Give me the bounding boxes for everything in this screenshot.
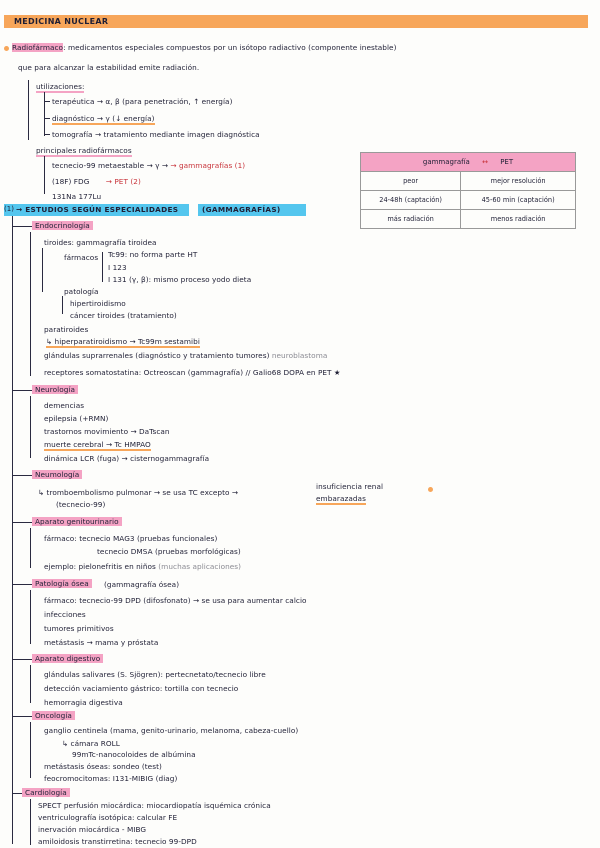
estudios-tag: (GAMMAGRAFÍAS) <box>202 205 281 214</box>
cardio-item: amiloidosis transtirretina: tecnecio 99-DPD <box>38 837 197 846</box>
osea-label: Patología ósea <box>32 579 92 588</box>
tree-line <box>30 528 31 568</box>
glandulas-text: glándulas suprarrenales (diagnóstico y tratamiento tumores) <box>44 351 270 360</box>
comparison-row <box>361 172 576 191</box>
comparison-row <box>361 191 576 210</box>
metastasis-line: metástasis óseas: sondeo (test) <box>44 762 162 771</box>
comparison-cell: 45-60 min (captación) <box>461 191 576 210</box>
osea-item: fármaco: tecnecio-99 DPD (difosfonato) → se usa para aumentar calcio <box>44 596 307 605</box>
util-item-3: tomografía → tratamiento mediante imagen diagnóstica <box>52 130 260 139</box>
intro-text-1: : medicamentos especiales compuestos por un isótopo radiactivo (componente inestable) <box>63 43 397 52</box>
genito-farmaco-2: tecnecio DMSA (pruebas morfológicas) <box>97 547 241 556</box>
neumologia-sub: (tecnecio-99) <box>56 500 106 509</box>
cardio-item: SPECT perfusión miocárdica: miocardiopatía isquémica crónica <box>38 801 271 810</box>
comparison-row <box>361 210 576 229</box>
digestivo-item: glándulas salivares (S. Sjögren): pertecnetato/tecnecio libre <box>44 670 266 679</box>
comparison-table <box>360 152 576 229</box>
comparison-cell: menos radiación <box>461 210 576 229</box>
comparison-arrow: ↔ <box>482 158 488 166</box>
digestivo-item: detección vaciamiento gástrico: tortilla con tecnecio <box>44 684 239 693</box>
principal-item-2-text: (18F) FDG <box>52 177 90 186</box>
cardio-item: ventriculografía isotópica: calcular FE <box>38 813 178 822</box>
utilizaciones-label: utilizaciones: <box>36 82 85 91</box>
tree-branch <box>44 101 50 102</box>
neuro-item: epilepsia (+RMN) <box>44 414 109 423</box>
tree-line <box>102 252 103 282</box>
farmaco-item: I 123 <box>108 263 127 272</box>
intro-line-2: que para alcanzar la estabilidad emite radiación. <box>18 63 200 72</box>
exception-item: insuficiencia renal <box>316 482 384 491</box>
estudios-num: 1 <box>6 205 12 213</box>
ganglio-item: 99mTc-nanocoloides de albúmina <box>72 750 196 759</box>
tree-line <box>62 296 63 314</box>
tree-branch <box>44 118 50 119</box>
digestivo-item: hemorragia digestiva <box>44 698 123 707</box>
patologia-item: hipertiroidismo <box>70 299 126 308</box>
gamma-note: → gammagrafías (1) <box>170 161 246 170</box>
util-item-2-text: diagnóstico → γ (↓ energía) <box>52 114 155 123</box>
principales-label: principales radiofármacos <box>36 146 132 155</box>
oncologia-label: Oncología <box>32 711 75 720</box>
bullet-dot <box>4 46 9 51</box>
receptores-line: receptores somatostatina: Octreoscan (gammagrafía) // Galio68 DOPA en PET ★ <box>44 368 341 377</box>
glandulas-line <box>44 351 327 360</box>
patologia-label: patología <box>64 287 99 296</box>
tree-branch <box>12 475 32 476</box>
exception-item <box>316 494 366 503</box>
paratiroides-label: paratiroides <box>44 325 89 334</box>
patologia-item: cáncer tiroides (tratamiento) <box>70 311 177 320</box>
farmaco-item: Tc99: no forma parte HT <box>108 250 198 259</box>
feo-line: feocromocitomas: I131-MIBIG (diag) <box>44 774 178 783</box>
genitourinario-label: Aparato genitourinario <box>32 517 122 526</box>
neuro-item: demencias <box>44 401 85 410</box>
cardiologia-label: Cardiología <box>22 788 70 797</box>
comparison-cell: más radiación <box>361 210 461 229</box>
genito-farmaco: fármaco: tecnecio MAG3 (pruebas funcionales) <box>44 534 218 543</box>
orange-dot <box>428 487 433 492</box>
neuro-item: dinámica LCR (fuga) → cisternogammagrafía <box>44 454 210 463</box>
radiofarmaco-label: Radiofármaco <box>12 43 64 52</box>
pet-note: → PET (2) <box>105 177 141 186</box>
osea-item: infecciones <box>44 610 86 619</box>
glandulas-extra: neuroblastoma <box>271 351 328 360</box>
comparison-header-row <box>361 153 576 172</box>
tree-line <box>30 722 31 778</box>
tree-line <box>44 156 45 194</box>
pet-note-text: PET <box>114 177 128 186</box>
genito-ejemplo-text: ejemplo: pielonefritis en niños <box>44 562 156 571</box>
neurologia-label: Neurología <box>32 385 78 394</box>
pet-num: 2 <box>133 177 138 186</box>
util-item-1: terapéutica → α, β (para penetración, ↑ energía) <box>52 97 233 106</box>
osea-item: metástasis → mama y próstata <box>44 638 159 647</box>
main-tree-line <box>12 216 13 844</box>
comparison-cell: peor <box>361 172 461 191</box>
genito-ejemplo <box>44 562 241 571</box>
gamma-note-text: gammagrafías <box>178 161 233 170</box>
tree-branch <box>12 226 32 227</box>
principal-item-1-text: tecnecio-99 metaestable → γ → <box>52 161 169 170</box>
tree-line <box>30 396 31 458</box>
comparison-cell: 24-48h (captación) <box>361 191 461 210</box>
tree-branch <box>12 716 32 717</box>
osea-tag: (gammagrafía ósea) <box>104 580 180 589</box>
ganglio-line: ganglio centinela (mama, genito-urinario, melanoma, cabeza-cuello) <box>44 726 299 735</box>
tree-branch <box>12 659 32 660</box>
principal-item-2 <box>52 177 141 186</box>
comparison-col2: PET <box>500 158 514 166</box>
comparison-col1: gammagrafía <box>422 158 470 166</box>
neumologia-label: Neumología <box>32 470 82 479</box>
tree-line <box>44 92 45 136</box>
tree-line <box>30 665 31 703</box>
tree-branch <box>12 522 32 523</box>
principal-item-3: 131Na 177Lu <box>52 192 102 201</box>
muerte-cerebral-text: muerte cerebral → Tc HMPAO <box>44 440 151 449</box>
tiroides-line: tiroides: gammagrafía tiroidea <box>44 238 157 247</box>
tree-line <box>30 799 31 845</box>
digestivo-label: Aparato digestivo <box>32 654 103 663</box>
hiperparatiroidismo-line <box>46 337 200 346</box>
tree-branch <box>12 584 32 585</box>
tree-line <box>28 80 29 140</box>
intro-line-1 <box>12 43 396 52</box>
estudios-number: (1) <box>4 205 15 213</box>
tree-line <box>42 248 43 292</box>
ganglio-item: ↳ cámara ROLL <box>62 739 120 748</box>
page-title: MEDICINA NUCLEAR <box>14 17 109 26</box>
neuro-item <box>44 440 151 449</box>
farmacos-label: fármacos <box>64 253 99 262</box>
comparison-cell: mejor resolución <box>461 172 576 191</box>
tree-branch <box>44 134 50 135</box>
endocrinologia-label: Endocrinología <box>32 221 93 230</box>
tree-branch <box>12 390 32 391</box>
tree-line <box>30 590 31 644</box>
neumologia-text: ↳ tromboembolismo pulmonar → se usa TC excepto → <box>38 488 239 497</box>
hiperpara-text: ↳ hiperparatiroidismo → Tc99m sestamibi <box>46 337 200 346</box>
comparison-header <box>361 153 576 172</box>
cardio-item: inervación miocárdica - MIBG <box>38 825 147 834</box>
neuro-item: trastornos movimiento → DaTscan <box>44 427 170 436</box>
gamma-num: 1 <box>237 161 243 170</box>
tree-line <box>30 232 31 376</box>
osea-item: tumores primitivos <box>44 624 114 633</box>
genito-ejemplo-extra: (muchas aplicaciones) <box>158 562 242 571</box>
farmaco-item: I 131 (γ, β): mismo proceso yodo dieta <box>108 275 252 284</box>
principal-item-1 <box>52 161 245 170</box>
estudios-title: → ESTUDIOS SEGÚN ESPECIALIDADES <box>16 205 179 214</box>
util-item-2 <box>52 114 155 123</box>
embarazadas-text: embarazadas <box>316 494 366 503</box>
